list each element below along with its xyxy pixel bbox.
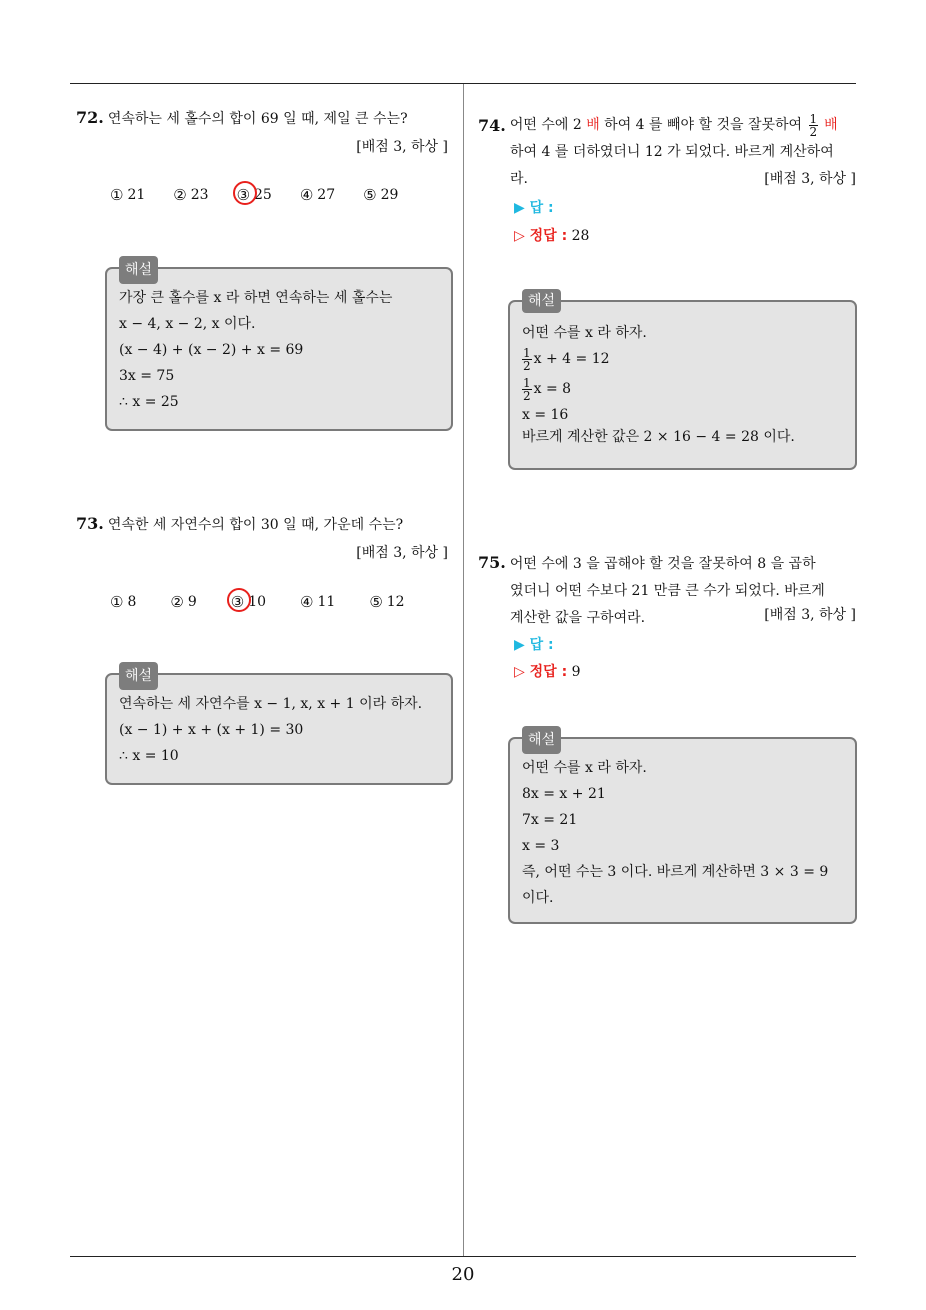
- question-74-meta: [배점 3, 하상 ]: [764, 171, 856, 187]
- page-number: 20: [451, 1264, 475, 1285]
- question-number: 74.: [478, 116, 506, 135]
- highlight-text: 배: [586, 117, 600, 133]
- correct-answer-74: ▷ 정답 : 28: [514, 228, 590, 244]
- column-divider: [463, 84, 464, 1256]
- choice-5[interactable]: ⑤ 29: [363, 186, 399, 204]
- question-72-meta: [배점 3, 하상 ]: [356, 139, 448, 155]
- question-text: 연속하는 세 홀수의 합이 69 일 때, 제일 큰 수는?: [107, 111, 408, 127]
- question-75-meta: [배점 3, 하상 ]: [764, 607, 856, 623]
- solution-box-72: [105, 262, 453, 431]
- solution-box-75: 해설 어떤 수를 x 라 하자. 8x = x + 21 7x = 21 x = 3 즉, 어떤 수는 3 이다. 바르게 계산하면 3 × 3 = 9 이다.: [508, 737, 857, 924]
- answer-row-74: ▶ 답 :: [514, 200, 554, 216]
- choice-2[interactable]: ② 9: [170, 593, 197, 611]
- question-72: [76, 104, 452, 133]
- solution-line: 연속하는 세 자연수를 x − 1, x, x + 1 이라 하자.: [119, 696, 423, 712]
- solution-label: 해설: [522, 726, 561, 754]
- question-74: 74. 어떤 수에 2 배 하여 4 를 빼야 할 것을 잘못하여 $\frac{1}{2}$ 배 하여 4 를 더하였더니 12 가 되었다. 바르게 계산하여 라.: [478, 112, 838, 187]
- solution-box-73: [105, 668, 453, 785]
- answer-row-75: ▶ 답 :: [514, 637, 554, 653]
- highlight-text: 배: [824, 117, 838, 133]
- solution-line: (x − 1) + x + (x + 1) = 30: [119, 722, 304, 738]
- selected-answer-mark: [227, 588, 251, 612]
- choice-1[interactable]: ① 21: [110, 186, 146, 204]
- solution-line: 가장 큰 홀수를 x 라 하면 연속하는 세 홀수는: [119, 290, 393, 306]
- choice-1[interactable]: ① 8: [110, 593, 137, 611]
- solution-label: 해설: [119, 256, 158, 284]
- question-number: 75.: [478, 553, 506, 572]
- choice-4[interactable]: ④ 11: [300, 593, 336, 611]
- question-72-choices: [110, 186, 426, 204]
- solution-label: 해설: [522, 289, 561, 313]
- solution-line: 3x = 75: [119, 368, 175, 384]
- selected-answer-mark: [233, 181, 257, 205]
- bottom-rule: [70, 1256, 856, 1257]
- choice-3[interactable]: ③ 10: [231, 593, 266, 611]
- question-73-meta: [배점 3, 하상 ]: [356, 545, 448, 561]
- question-73-choices: [110, 593, 439, 611]
- solution-label: 해설: [119, 662, 158, 690]
- question-75: 75. 어떤 수에 3 을 곱해야 할 것을 잘못하여 8 을 곱하 였더니 어떤 수보다 21 만큼 큰 수가 되었다. 바르게 계산한 값을 구하여라.: [478, 553, 825, 626]
- solution-line: (x − 4) + (x − 2) + x = 69: [119, 342, 304, 358]
- solution-line: ∴ x = 25: [119, 394, 179, 410]
- choice-3[interactable]: ③ 25: [237, 186, 272, 204]
- solution-box-74: 해설 어떤 수를 x 라 하자. $\frac{1}{2}$ x + 4 = 12 $\frac{1}{2}$ x = 8 x = 16 바르게 계산한 값은 2 × 16 − 4 = 28 이다.: [508, 300, 857, 470]
- choice-5[interactable]: ⑤ 12: [369, 593, 405, 611]
- solution-line: x − 4, x − 2, x 이다.: [119, 316, 256, 332]
- correct-answer-75: ▷ 정답 : 9: [514, 664, 581, 680]
- choice-2[interactable]: ② 23: [173, 186, 209, 204]
- solution-line: ∴ x = 10: [119, 748, 179, 764]
- question-73: [76, 510, 452, 539]
- question-number: 72.: [76, 108, 104, 127]
- choice-4[interactable]: ④ 27: [299, 186, 336, 204]
- question-number: 73.: [76, 514, 104, 533]
- fraction: $\frac{1}{2}$: [809, 112, 818, 139]
- question-text: 연속한 세 자연수의 합이 30 일 때, 가운데 수는?: [107, 517, 404, 533]
